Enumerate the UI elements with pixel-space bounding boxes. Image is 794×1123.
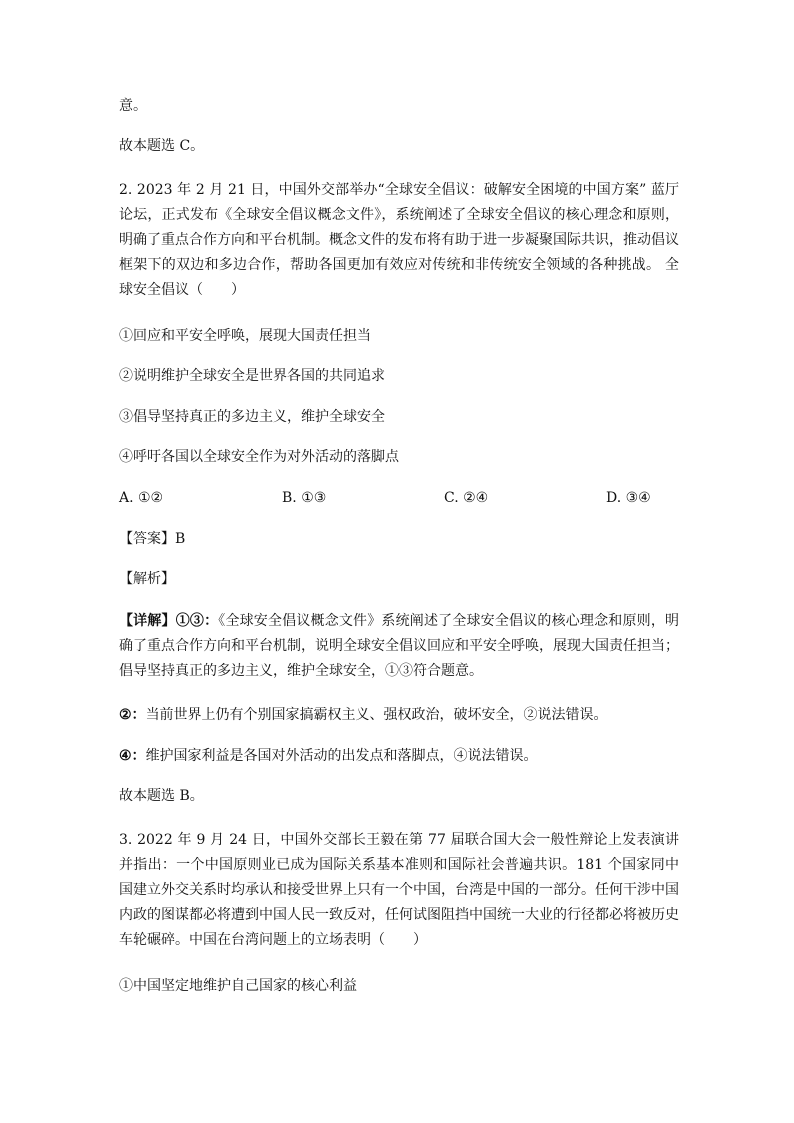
option-b: B. ①③	[282, 490, 327, 506]
explanation-2	[119, 705, 679, 727]
explanation-4	[119, 746, 679, 768]
text-line: 故本题选 C。	[119, 138, 205, 154]
question-2-statement-2: ②说明维护全球安全是世界各国的共同追求	[119, 368, 385, 384]
question-3-stem: 3. 2022 年 9 月 24 日，中国外交部长王毅在第 77 届联合国大会一般性辩论上发表演讲并指出：一个中国原则业已成为国际关系基本准则和国际社会普遍共识。181 个国家同中国建立外交关系时均承认和接受世界上只有一个中国，台湾是中国的一部分。任何干涉中国内政的图谋都必将遭到中国人民一致反对，任何试图阻挡中国统一大业的行径都必将被历史车轮碾碎。中国在台湾问题上的立场表明（ ）	[119, 832, 679, 948]
explanation-4-label: ④：	[119, 748, 146, 764]
detail-text: 《全球安全倡议概念文件》系统阐述了全球安全倡议的核心理念和原则，明确了重点合作方向和平台机制，说明全球安全倡议回应和平安全呼唤，展现大国责任担当；倡导坚持真正的多边主义，维护全球安全，①③符合题意。	[119, 613, 680, 679]
question-2-statement-4: ④呼吁各国以全球安全作为对外活动的落脚点	[119, 449, 399, 465]
option-a: A. ①②	[119, 490, 164, 506]
answer-line: 【答案】B	[119, 531, 186, 547]
explanation-2-text: 当前世界上仍有个别国家搞霸权主义、强权政治，破坏安全，②说法错误。	[145, 707, 608, 723]
detail-label: 【详解】①③：	[119, 613, 219, 629]
conclusion-line: 故本题选 B。	[119, 788, 204, 804]
detail-paragraph	[119, 609, 679, 684]
explanation-4-text: 维护国家利益是各国对外活动的出发点和落脚点，④说法错误。	[145, 748, 538, 764]
question-3-statement-1: ①中国坚定地维护自己国家的核心利益	[119, 978, 357, 994]
question-2-stem: 2. 2023 年 2 月 21 日，中国外交部举办“全球安全倡议：破解安全困境的中国方案” 蓝厅论坛，正式发布《全球安全倡议概念文件》，系统阐述了全球安全倡议的核心理念和原则，明确了重点合作方向和平台机制。概念文件的发布将有助于进一步凝聚国际共识，推动倡议框架下的双边和多边合作，帮助各国更加有效应对传统和非传统安全领域的各种挑战。 全球安全倡议（ ）	[119, 182, 679, 298]
question-2-statement-1: ①回应和平安全呼唤，展现大国责任担当	[119, 328, 371, 344]
option-d: D. ③④	[606, 490, 651, 506]
question-2-statement-3: ③倡导坚持真正的多边主义，维护全球安全	[119, 409, 385, 425]
text-line: 意。	[119, 98, 147, 114]
analysis-heading: 【解析】	[119, 571, 175, 587]
explanation-2-label: ②：	[119, 707, 146, 723]
option-c: C. ②④	[444, 490, 489, 506]
